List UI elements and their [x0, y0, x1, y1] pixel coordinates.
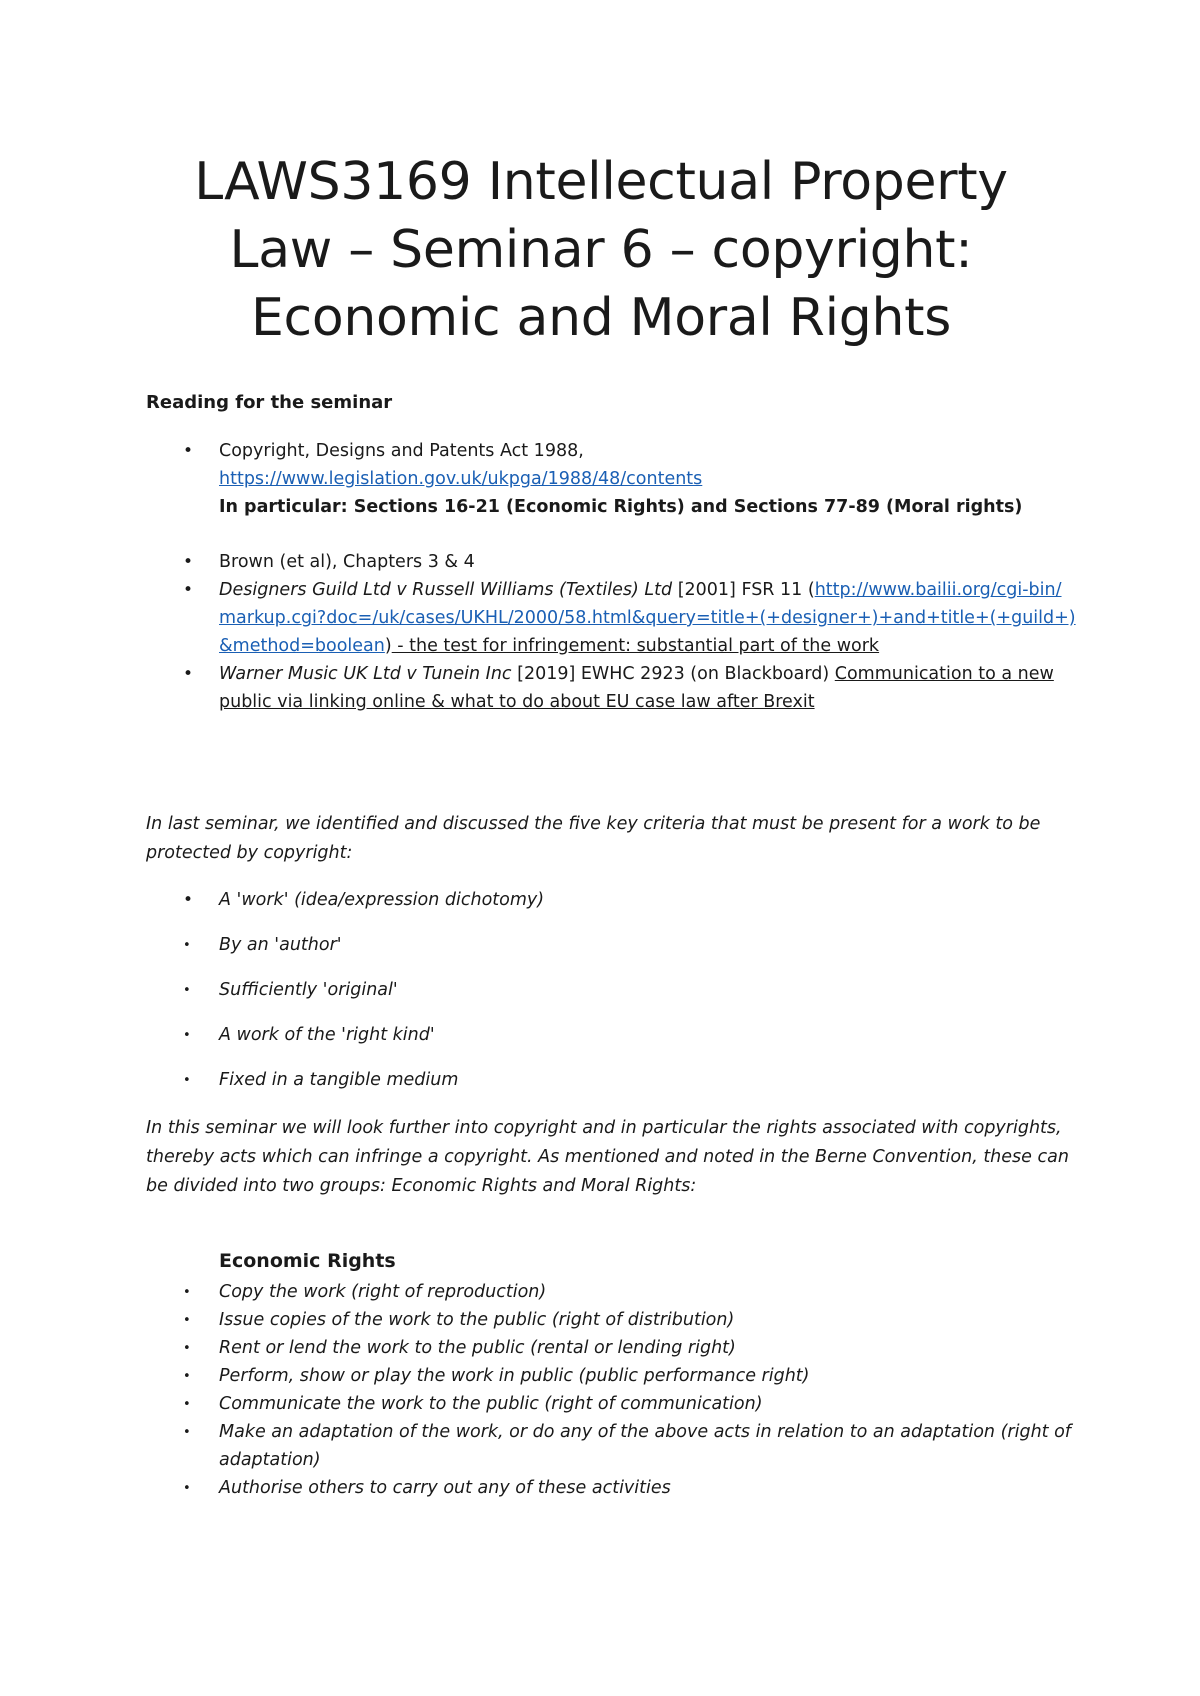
list-item: [146, 1418, 1076, 1474]
criteria-item: Fixed in a tangible medium: [219, 1070, 459, 1090]
bullet-icon: •: [183, 1285, 191, 1300]
reading-item-1-note: In particular: Sections 16-21 (Economic Rights) and Sections 77-89 (Moral rights): [219, 497, 1023, 517]
bullet-icon: •: [183, 1369, 191, 1384]
reading-item-1-text: Copyright, Designs and Patents Act 1988,: [219, 441, 584, 461]
case-citation: [2001] FSR 11 (: [672, 580, 815, 600]
economic-rights-list: [146, 1278, 1076, 1502]
economic-right: Authorise others to carry out any of these activities: [219, 1478, 671, 1498]
bailii-link[interactable]: http://www.bailii.org/cgi-bin/markup.cgi?doc=/uk/cases/UKHL/2000/58.html&query=title+(+designer+)+and+title+(+guild+)&method=boolean: [219, 580, 1076, 656]
economic-right: Issue copies of the work to the public (right of distribution): [219, 1310, 735, 1330]
list-item: [146, 1278, 1076, 1306]
bullet-icon: •: [183, 441, 194, 461]
list-item: [146, 976, 1076, 1004]
list-item: [146, 1390, 1076, 1418]
reading-list-continued: [146, 548, 1076, 716]
case-name: Designers Guild Ltd v Russell Williams (Textiles) Ltd: [219, 580, 673, 600]
economic-right: Copy the work (right of reproduction): [219, 1282, 547, 1302]
bullet-icon: •: [183, 1341, 191, 1356]
list-item: [146, 1306, 1076, 1334]
case-note: Communication to a new public via linking online & what to do about EU case law after Brexit: [219, 664, 1054, 712]
bullet-icon: •: [183, 1313, 191, 1328]
bullet-icon: •: [183, 983, 191, 998]
case-close: ): [384, 636, 392, 656]
list-item: [146, 1362, 1076, 1390]
bullet-icon: •: [183, 1073, 191, 1088]
bullet-icon: •: [183, 1397, 191, 1412]
economic-right: Perform, show or play the work in public (public performance right): [219, 1366, 810, 1386]
legislation-link[interactable]: https://www.legislation.gov.uk/ukpga/1988/48/contents: [219, 469, 703, 489]
case-name: Warner Music UK Ltd v Tunein Inc: [219, 664, 512, 684]
bullet-icon: •: [183, 1028, 191, 1043]
list-item: [146, 931, 1076, 959]
economic-right: Rent or lend the work to the public (rental or lending right): [219, 1338, 736, 1358]
economic-rights-heading: Economic Rights: [219, 1250, 396, 1272]
reading-list: [146, 437, 1076, 521]
case-citation: [2019] EWHC 2923 (on Blackboard): [511, 664, 835, 684]
reading-heading: Reading for the seminar: [146, 392, 393, 413]
list-item: [146, 437, 1076, 521]
list-item: [146, 886, 1076, 914]
criteria-item: Sufficiently 'original': [219, 980, 398, 1000]
list-item: [146, 1474, 1076, 1502]
list-item: [146, 548, 1076, 576]
economic-right: Make an adaptation of the work, or do any of the above acts in relation to an adaptation (right of adaptation): [219, 1422, 1071, 1470]
criteria-item: By an 'author': [219, 935, 342, 955]
intro-paragraph: In last seminar, we identified and discussed the five key criteria that must be present for a work to be protected by copyright:: [146, 814, 1041, 863]
criteria-item: A 'work' (idea/expression dichotomy): [219, 890, 545, 910]
criteria-item: A work of the 'right kind': [219, 1025, 435, 1045]
bullet-icon: •: [183, 664, 194, 684]
document-title: LAWS3169 Intellectual Property Law – Seminar 6 – copyright: Economic and Moral Rights: [194, 152, 1008, 348]
bullet-icon: •: [183, 1481, 191, 1496]
list-item: [146, 576, 1076, 660]
list-item: [146, 1334, 1076, 1362]
case-note: - the test for infringement: substantial part of the work: [391, 636, 880, 656]
bullet-icon: •: [183, 552, 194, 572]
bullet-icon: •: [183, 890, 194, 910]
list-item: [146, 660, 1076, 716]
bullet-icon: •: [183, 938, 191, 953]
list-item: [146, 1021, 1076, 1049]
bullet-icon: •: [183, 1425, 191, 1440]
seminar-intro-paragraph: In this seminar we will look further into copyright and in particular the rights associated with copyrights, thereby acts which can infringe a copyright. As mentioned and noted in the Berne Convention, these can be divided into two groups: Economic Rights and Moral Rights:: [146, 1118, 1069, 1196]
list-item: [146, 1066, 1076, 1094]
economic-right: Communicate the work to the public (right of communication): [219, 1394, 763, 1414]
reading-item-2: Brown (et al), Chapters 3 & 4: [219, 552, 475, 572]
bullet-icon: •: [183, 580, 194, 600]
criteria-list: [146, 886, 1076, 1094]
